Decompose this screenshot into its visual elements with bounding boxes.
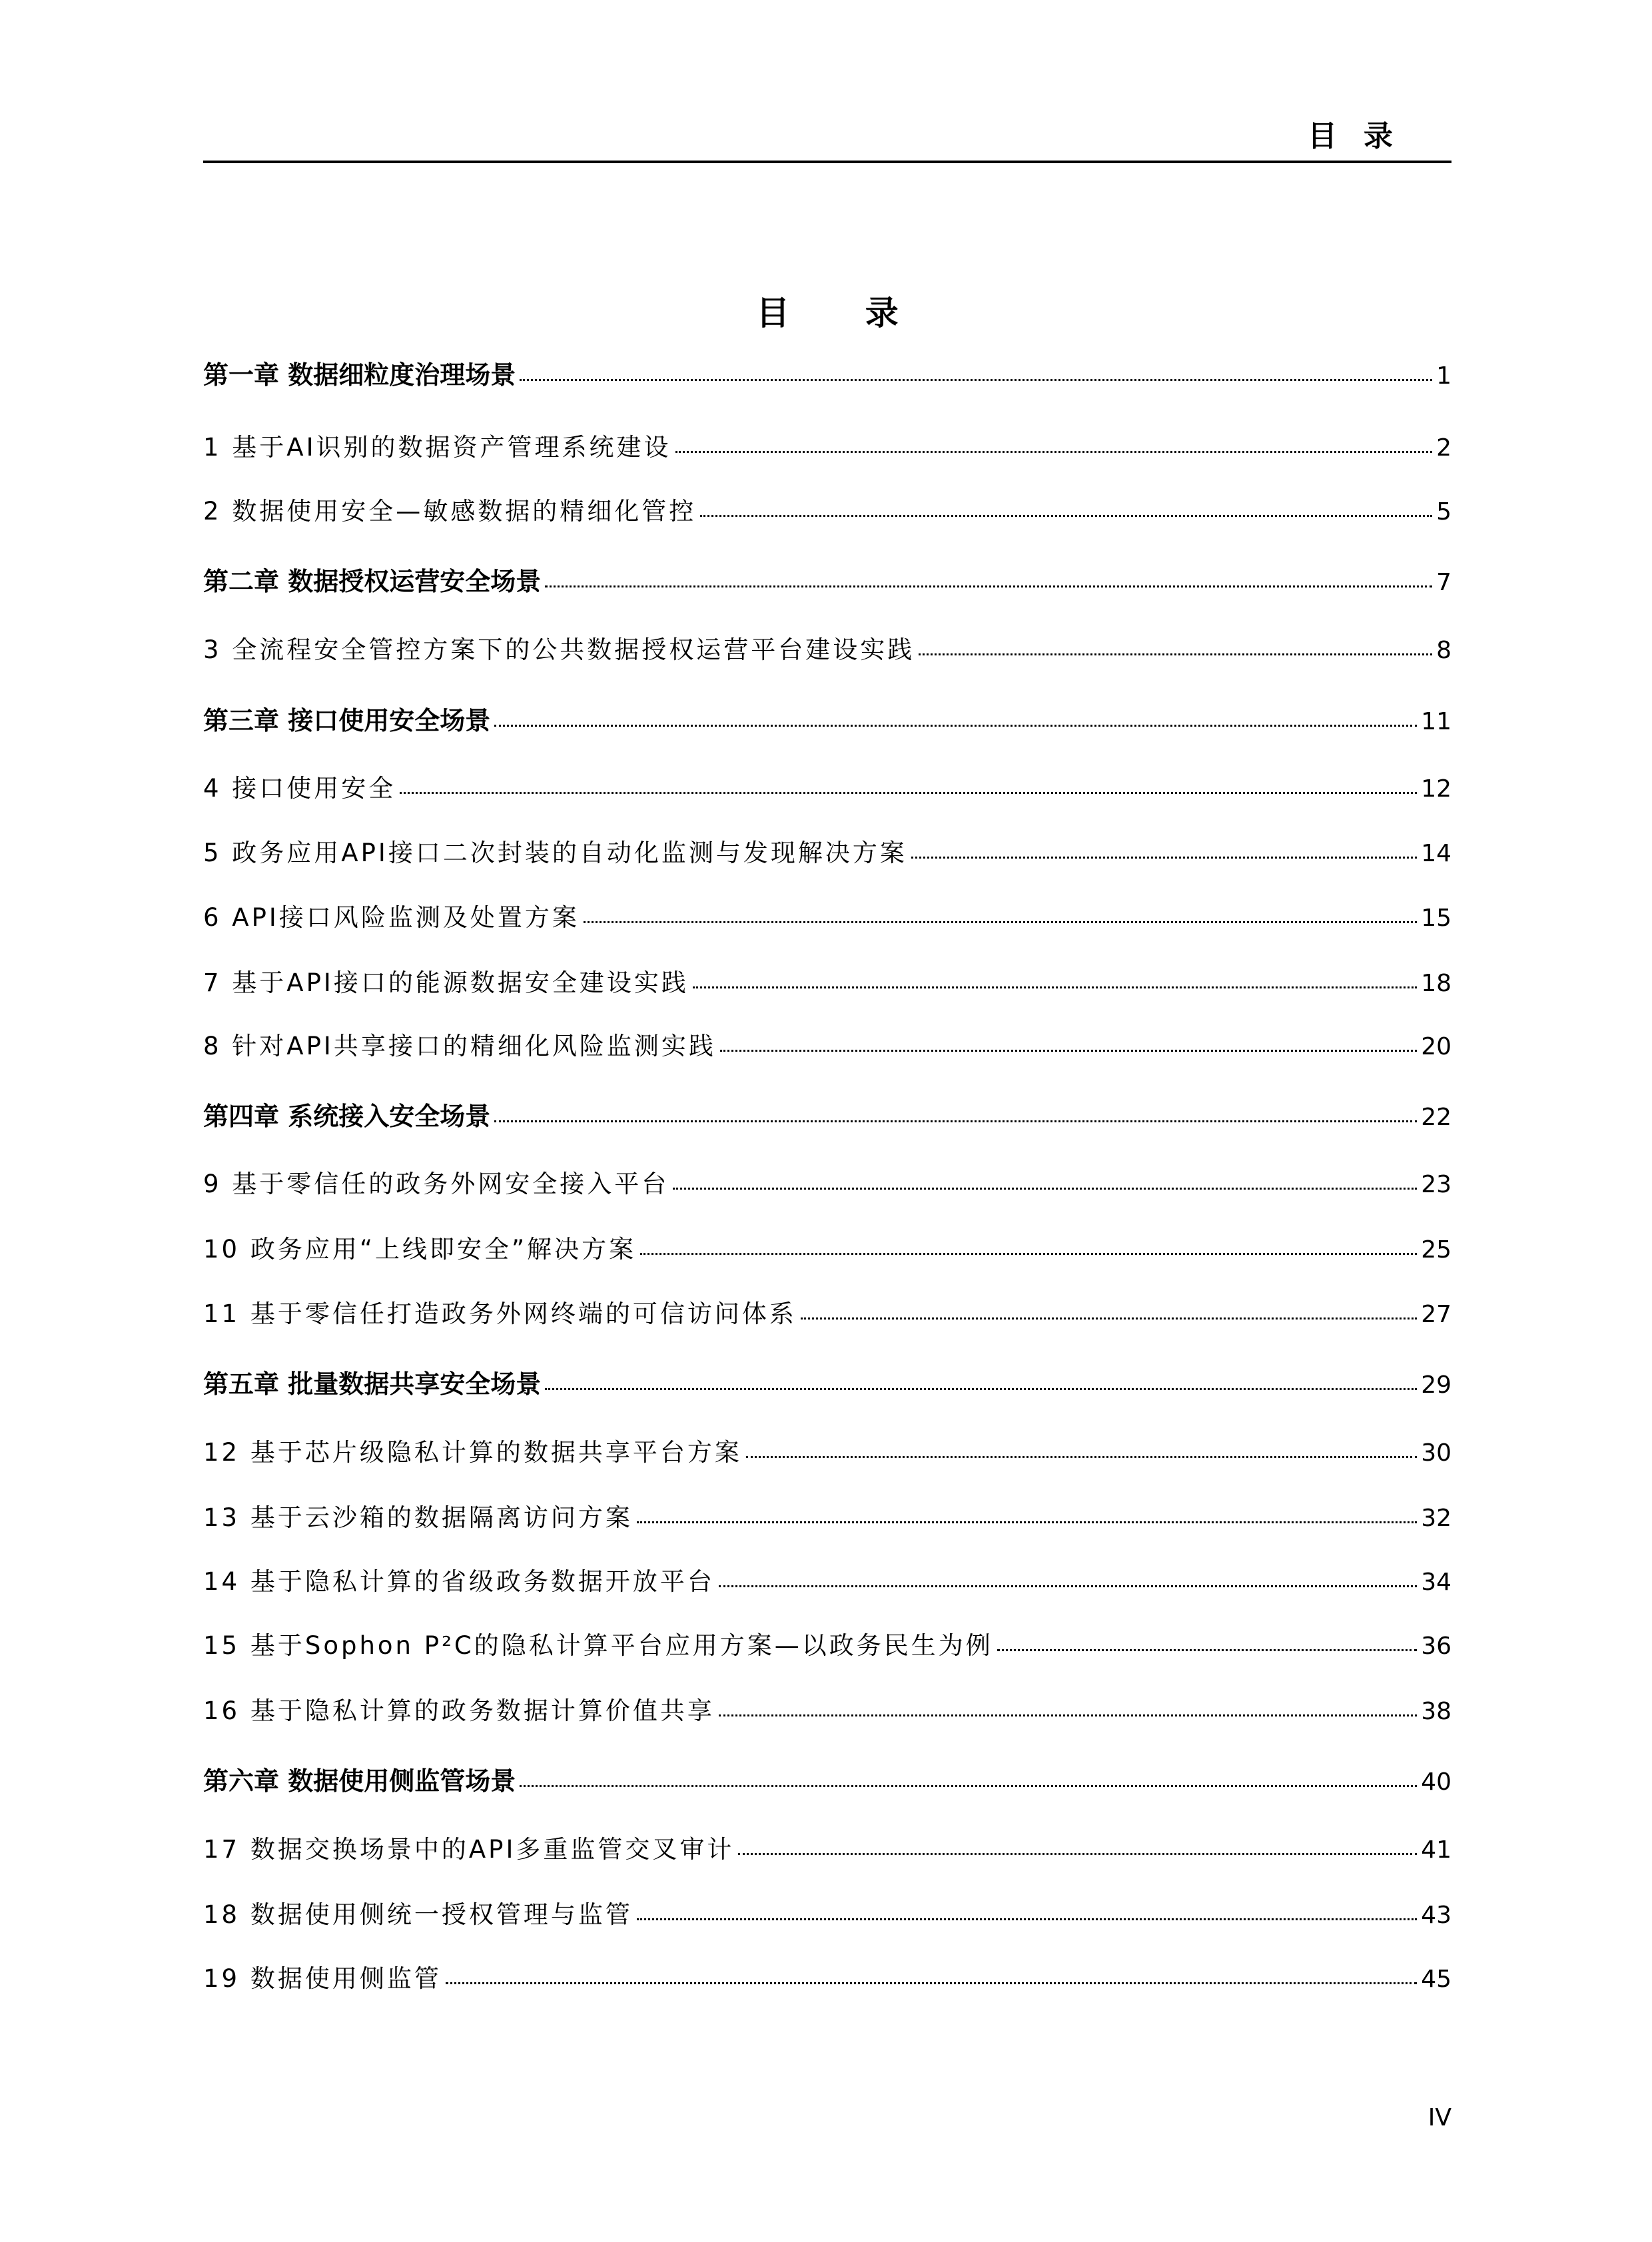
toc-section-entry[interactable] — [203, 629, 1451, 665]
toc-entry-label: 2 数据使用安全—敏感数据的精细化管控 — [203, 497, 697, 526]
toc-section-entry[interactable] — [203, 1294, 1451, 1329]
toc-entry-label: 18 数据使用侧统一授权管理与监管 — [203, 1900, 633, 1929]
toc-dot-leader — [801, 1317, 1417, 1319]
toc-dot-leader — [719, 1585, 1417, 1587]
page-number: IV — [1428, 2104, 1451, 2131]
toc-dot-leader — [746, 1456, 1417, 1458]
toc-chapter-entry[interactable] — [203, 1363, 1451, 1400]
toc-entry-page-number: 2 — [1436, 434, 1451, 462]
toc-dot-leader — [738, 1853, 1417, 1855]
toc-title — [203, 286, 1451, 340]
toc-entry-label: 11 基于零信任打造政务外网终端的可信访问体系 — [203, 1300, 797, 1328]
toc-entry-page-number: 43 — [1421, 1902, 1451, 1929]
toc-dot-leader — [520, 1785, 1417, 1787]
toc-entry-label: 第四章 系统接入安全场景 — [203, 1102, 491, 1131]
toc-dot-leader — [919, 653, 1432, 655]
toc-entry-label: 5 政务应用API接口二次封装的自动化监测与发现解决方案 — [203, 839, 907, 867]
toc-section-entry[interactable] — [203, 1829, 1451, 1865]
toc-entry-label: 10 政务应用“上线即安全”解决方案 — [203, 1235, 637, 1264]
toc-entry-label: 第一章 数据细粒度治理场景 — [203, 360, 516, 390]
toc-entry-page-number: 45 — [1421, 1966, 1451, 1993]
toc-section-entry[interactable] — [203, 1229, 1451, 1265]
toc-entry-label: 9 基于零信任的政务外网安全接入平台 — [203, 1170, 669, 1198]
toc-dot-leader — [545, 585, 1432, 587]
toc-section-entry[interactable] — [203, 1164, 1451, 1200]
toc-chapter-entry[interactable] — [203, 1760, 1451, 1797]
toc-entry-label: 3 全流程安全管控方案下的公共数据授权运营平台建设实践 — [203, 635, 915, 664]
toc-entry-label: 第二章 数据授权运营安全场景 — [203, 567, 542, 596]
toc-entry-label: 7 基于API接口的能源数据安全建设实践 — [203, 968, 689, 997]
toc-entry-page-number: 12 — [1421, 775, 1451, 803]
toc-entry-page-number: 41 — [1421, 1836, 1451, 1864]
toc-entry-label: 第三章 接口使用安全场景 — [203, 706, 491, 735]
running-header — [203, 117, 1451, 163]
toc-entry-page-number: 36 — [1421, 1633, 1451, 1660]
toc-chapter-entry[interactable] — [203, 354, 1451, 391]
toc-dot-leader — [494, 725, 1417, 727]
toc-entry-page-number: 23 — [1421, 1171, 1451, 1198]
toc-dot-leader — [640, 1253, 1417, 1255]
toc-entry-label: 4 接口使用安全 — [203, 774, 396, 803]
toc-entry-page-number: 30 — [1421, 1439, 1451, 1467]
toc-dot-leader — [700, 515, 1432, 517]
toc-section-entry[interactable] — [203, 1432, 1451, 1468]
toc-section-entry[interactable] — [203, 1894, 1451, 1930]
toc-dot-leader — [911, 857, 1417, 859]
toc-dot-leader — [584, 921, 1417, 923]
toc-section-entry[interactable] — [203, 1690, 1451, 1726]
toc-title-text: 目 录 — [756, 294, 931, 332]
toc-dot-leader — [446, 1982, 1417, 1984]
toc-dot-leader — [637, 1521, 1417, 1523]
toc-entry-page-number: 14 — [1421, 840, 1451, 867]
toc-entry-label: 第五章 批量数据共享安全场景 — [203, 1369, 542, 1399]
toc-entry-label: 6 API接口风险监测及处置方案 — [203, 903, 580, 932]
toc-entry-page-number: 1 — [1436, 362, 1451, 390]
running-header-title: 目录 — [1308, 119, 1420, 153]
toc-dot-leader — [637, 1918, 1417, 1920]
toc-section-entry[interactable] — [203, 1561, 1451, 1597]
toc-entry-page-number: 38 — [1421, 1698, 1451, 1725]
toc-entry-label: 19 数据使用侧监管 — [203, 1964, 442, 1993]
toc-section-entry[interactable] — [203, 833, 1451, 869]
toc-entry-page-number: 7 — [1436, 569, 1451, 596]
toc-entry-page-number: 18 — [1421, 970, 1451, 997]
toc-entry-page-number: 27 — [1421, 1301, 1451, 1328]
toc-section-entry[interactable] — [203, 768, 1451, 804]
toc-entry-page-number: 15 — [1421, 905, 1451, 932]
toc-entry-page-number: 20 — [1421, 1033, 1451, 1060]
toc-entry-label: 14 基于隐私计算的省级政务数据开放平台 — [203, 1567, 715, 1596]
toc-chapter-entry[interactable] — [203, 561, 1451, 597]
toc-section-entry[interactable] — [203, 1958, 1451, 1994]
toc-entry-label: 15 基于Sophon P²C的隐私计算平台应用方案—以政务民生为例 — [203, 1631, 993, 1660]
toc-dot-leader — [693, 986, 1417, 988]
toc-entry-page-number: 8 — [1436, 637, 1451, 664]
toc-entry-label: 12 基于芯片级隐私计算的数据共享平台方案 — [203, 1438, 742, 1467]
toc-entry-label: 13 基于云沙箱的数据隔离访问方案 — [203, 1503, 633, 1532]
toc-section-entry[interactable] — [203, 1026, 1451, 1062]
toc-list — [203, 354, 1451, 2000]
toc-entry-page-number: 22 — [1421, 1104, 1451, 1131]
toc-section-entry[interactable] — [203, 962, 1451, 998]
toc-section-entry[interactable] — [203, 1497, 1451, 1533]
toc-entry-page-number: 34 — [1421, 1569, 1451, 1596]
toc-entry-page-number: 11 — [1421, 708, 1451, 735]
toc-entry-page-number: 25 — [1421, 1236, 1451, 1264]
toc-entry-label: 8 针对API共享接口的精细化风险监测实践 — [203, 1032, 716, 1060]
toc-entry-page-number: 40 — [1421, 1768, 1451, 1796]
toc-dot-leader — [673, 1188, 1417, 1190]
toc-dot-leader — [494, 1120, 1417, 1122]
toc-section-entry[interactable] — [203, 1625, 1451, 1661]
toc-dot-leader — [545, 1388, 1417, 1390]
toc-section-entry[interactable] — [203, 491, 1451, 527]
toc-section-entry[interactable] — [203, 897, 1451, 933]
toc-dot-leader — [400, 792, 1417, 794]
toc-dot-leader — [719, 1714, 1417, 1716]
toc-dot-leader — [720, 1050, 1417, 1052]
toc-dot-leader — [997, 1649, 1417, 1651]
toc-chapter-entry[interactable] — [203, 1096, 1451, 1132]
toc-dot-leader — [675, 451, 1433, 453]
toc-entry-page-number: 29 — [1421, 1371, 1451, 1399]
toc-entry-label: 16 基于隐私计算的政务数据计算价值共享 — [203, 1696, 715, 1725]
toc-entry-page-number: 5 — [1436, 498, 1451, 526]
toc-chapter-entry[interactable] — [203, 700, 1451, 737]
toc-entry-page-number: 32 — [1421, 1505, 1451, 1532]
toc-entry-label: 17 数据交换场景中的API多重监管交叉审计 — [203, 1835, 735, 1864]
toc-entry-label: 第六章 数据使用侧监管场景 — [203, 1766, 516, 1796]
toc-dot-leader — [520, 379, 1432, 381]
toc-entry-label: 1 基于AI识别的数据资产管理系统建设 — [203, 433, 671, 462]
toc-section-entry[interactable] — [203, 427, 1451, 463]
